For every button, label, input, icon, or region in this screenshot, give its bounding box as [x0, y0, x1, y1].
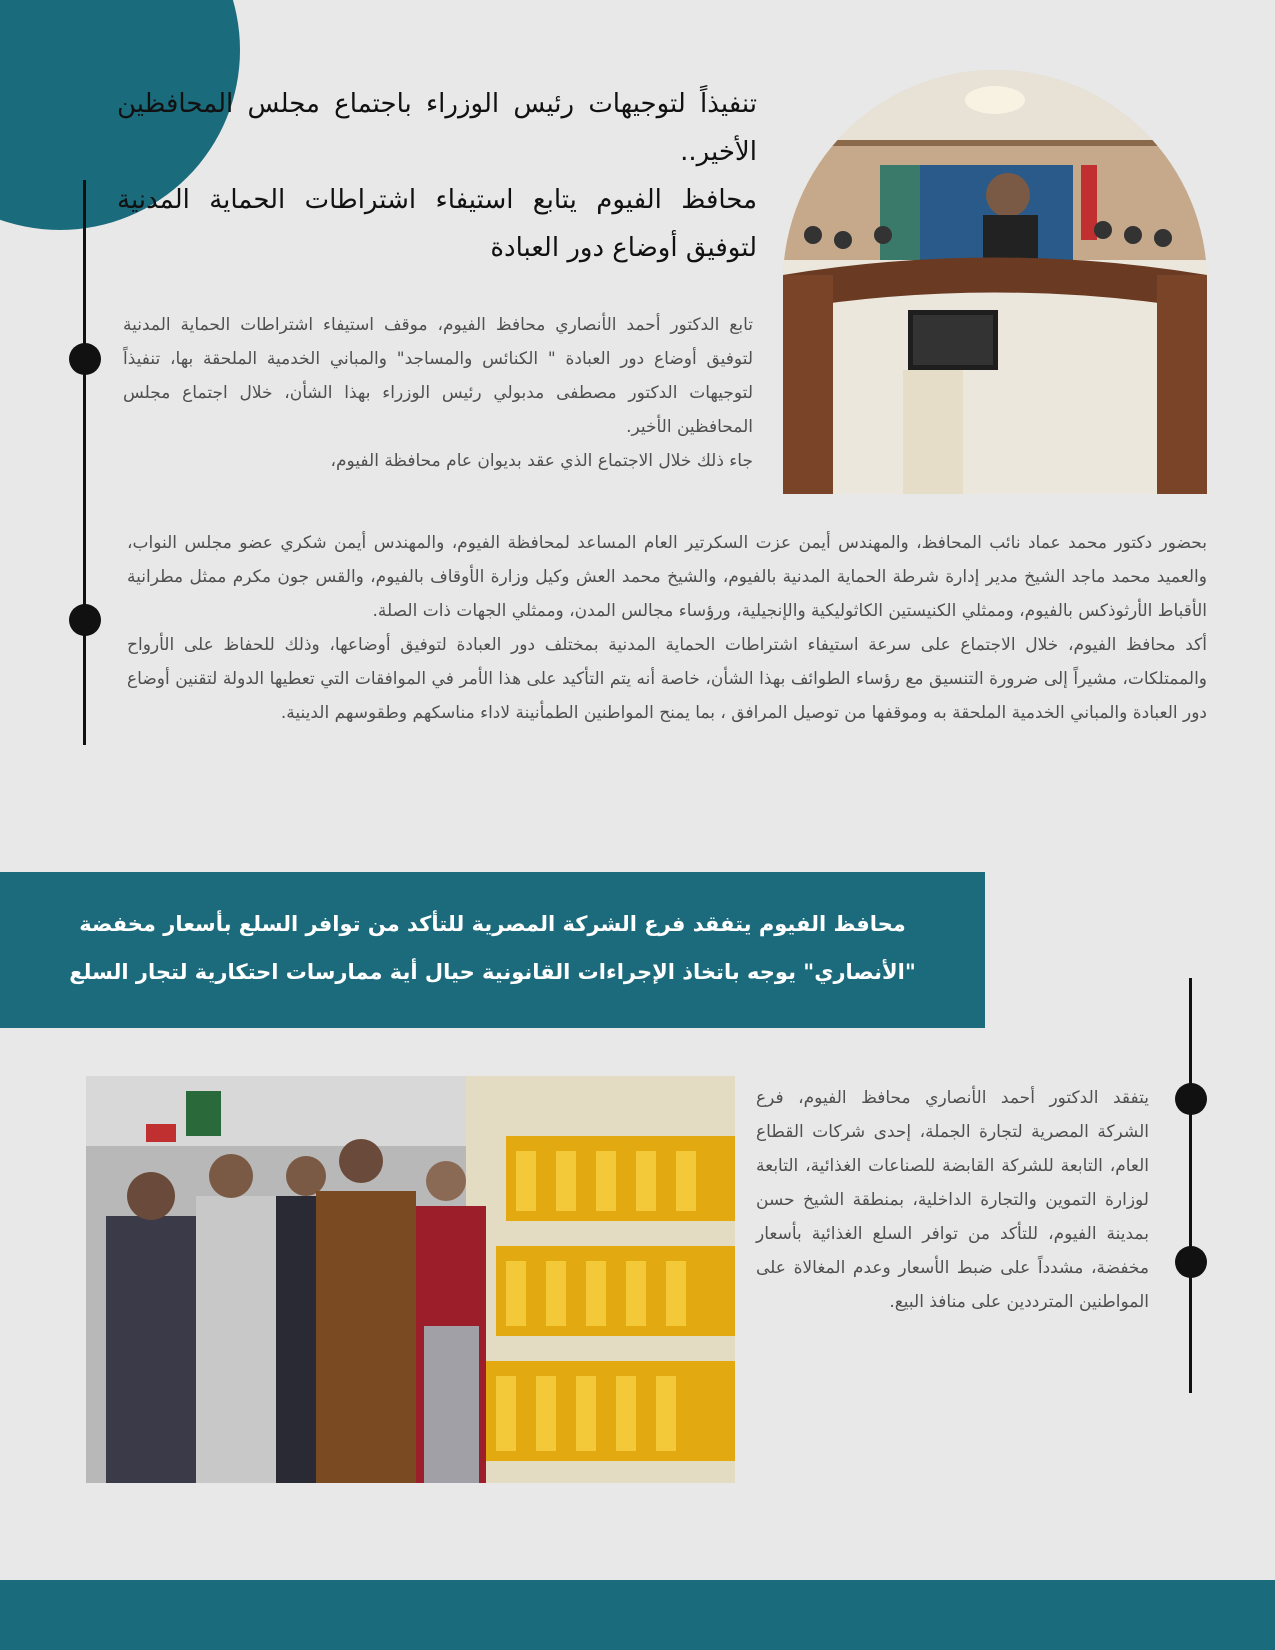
- paragraph: يتفقد الدكتور أحمد الأنصاري محافظ الفيوم، فرع الشركة المصرية لتجارة الجملة، إحدى شركات القطاع العام، التابعة للشركة القابضة للصناعات الغذائية، التابعة لوزارة التموين والتجارة الداخلية، بمنطقة الشيخ حسن بمدينة الفيوم، للتأكد من توافر السلع الغذائية بأسعار مخفضة، مشدداً على ضبط الأسعار وعدم المغالاة على المواطنين المترددين على منافذ البيع.: [756, 1088, 1149, 1312]
- article1-body: [127, 526, 1207, 730]
- article-headline: [117, 80, 757, 272]
- supermarket-photo: [86, 1076, 735, 1483]
- timeline-dot: [69, 343, 101, 375]
- timeline-line-right: [1189, 978, 1192, 1393]
- banner-line: "الأنصاري" يوجه باتخاذ الإجراءات القانونية حيال أية ممارسات احتكارية لتجار السلع: [69, 960, 916, 984]
- footer-bar: [0, 1580, 1275, 1650]
- paragraph: بحضور دكتور محمد عماد نائب المحافظ، والمهندس أيمن عزت السكرتير العام المساعد لمحافظة الفيوم، والمهندس أيمن شكري عضو مجلس النواب، والعميد محمد ماجد الشيخ مدير إدارة شرطة الحماية المدنية بالفيوم، والشيخ محمد العش وكيل وزارة الأوقاف بالفيوم، والقس جون مكرم ممثل مطرانية الأقباط الأرثوذكس بالفيوم، وممثلي الكنيستين الكاثوليكية والإنجيلية، ورؤساء مجالس المدن، وممثلي الجهات ذات الصلة.: [127, 533, 1207, 621]
- meeting-room-photo: [783, 70, 1207, 494]
- article2-body: [756, 1081, 1149, 1319]
- timeline-dot: [1175, 1246, 1207, 1278]
- timeline-line-left: [83, 180, 86, 745]
- paragraph: أكد محافظ الفيوم، خلال الاجتماع على سرعة استيفاء اشتراطات الحماية المدنية بمختلف دور العبادة لتوفيق أوضاعها، وذلك للحفاظ على الأرواح والممتلكات، مشيراً إلى ضرورة التنسيق مع رؤساء الطوائف بهذا الشأن، خاصة أنه يتم التأكيد على هذا الأمر في الموافقات التي تعطيها الدولة لتقنين أوضاع دور العبادة والمباني الخدمية الملحقة به وموقفها من توصيل المرافق ، بما يمنح المواطنين الطمأنينة لاداء مناسكهم وطقوسهم الدينية.: [127, 635, 1207, 723]
- article1-intro: [123, 308, 753, 478]
- banner-line: محافظ الفيوم يتفقد فرع الشركة المصرية للتأكد من توافر السلع بأسعار مخفضة: [79, 912, 906, 936]
- paragraph: جاء ذلك خلال الاجتماع الذي عقد بديوان عام محافظة الفيوم،: [330, 451, 753, 471]
- paragraph: تابع الدكتور أحمد الأنصاري محافظ الفيوم، موقف استيفاء اشتراطات الحماية المدنية لتوفيق أوضاع دور العبادة " الكنائس والمساجد" والمباني الخدمية الملحقة بها، تنفيذاً لتوجيهات الدكتور مصطفى مدبولي رئيس الوزراء بهذا الشأن، خلال اجتماع مجلس المحافظين الأخير.: [123, 315, 753, 437]
- timeline-dot: [69, 604, 101, 636]
- headline-line: محافظ الفيوم يتابع استيفاء اشتراطات الحماية المدنية لتوفيق أوضاع دور العبادة: [117, 185, 757, 263]
- timeline-dot: [1175, 1083, 1207, 1115]
- article2-banner: [0, 872, 985, 1028]
- headline-line: تنفيذاً لتوجيهات رئيس الوزراء باجتماع مجلس المحافظين الأخير..: [117, 89, 757, 167]
